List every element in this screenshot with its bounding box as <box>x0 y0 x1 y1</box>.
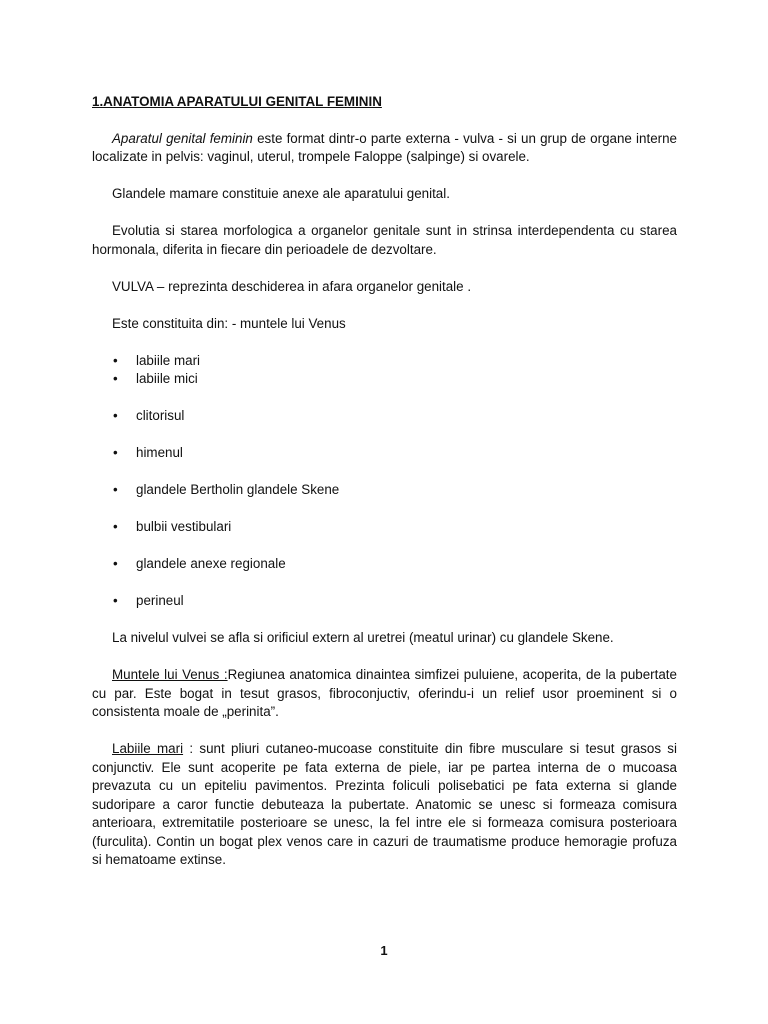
page-number: 1 <box>380 943 388 958</box>
paragraph-constituted: Este constituita din: - muntele lui Venus <box>112 315 346 331</box>
vulva-parts-list-wrap <box>92 352 677 611</box>
bullet-icon: • <box>113 445 118 460</box>
list-item-text: labiile mici <box>136 371 198 386</box>
list-item <box>92 481 677 500</box>
paragraph-urethra: La nivelul vulvei se afla si orificiul extern al uretrei (meatul urinar) cu glandele Skene. <box>112 630 614 645</box>
intro-italic-term: Aparatul genital feminin <box>112 130 253 146</box>
list-item <box>92 555 677 574</box>
list-item <box>92 592 677 611</box>
bullet-icon: • <box>113 556 118 571</box>
bullet-icon: • <box>113 408 118 423</box>
list-item <box>92 518 677 537</box>
bullet-icon: • <box>113 352 118 368</box>
bullet-icon: • <box>113 371 118 386</box>
vulva-parts-list <box>92 352 677 611</box>
list-item <box>92 370 677 389</box>
labia-majora-label: Labiile mari <box>112 741 184 756</box>
paragraph-mons-venus <box>92 666 677 722</box>
list-item-text: clitorisul <box>136 408 185 423</box>
bullet-icon: • <box>113 593 118 608</box>
list-item <box>92 444 677 463</box>
list-item <box>92 352 677 371</box>
list-item-text: himenul <box>136 445 183 460</box>
paragraph-vulva: VULVA – reprezinta deschiderea in afara organelor genitale . <box>112 278 472 294</box>
list-item <box>92 407 677 426</box>
paragraph-evolution: Evolutia si starea morfologica a organelor genitale sunt in strinsa interdependenta cu starea hormonala, diferita in fiecare din perioadele de dezvoltare. <box>92 223 677 257</box>
paragraph-labia-majora <box>92 740 677 870</box>
intro-text: este format dintr-o parte externa - vulva - si un grup de organe interne localizate in pelvis: vaginul, uterul, trompele Faloppe (salpinge) si ovarele. <box>92 130 678 164</box>
list-item-text: glandele anexe regionale <box>136 556 286 571</box>
paragraph-intro <box>92 130 677 167</box>
document-title: 1.ANATOMIA APARATULUI GENITAL FEMININ <box>92 94 382 109</box>
mons-venus-text: Regiunea anatomica dinaintea simfizei puluiene, acoperita, de la pubertate cu par. Este bogat in tesut grasos, fibroconjuctiv, oferindu-i un relief usor proeminent si o consistenta moale de „perinita”. <box>92 667 677 719</box>
list-item-text: perineul <box>136 593 184 608</box>
document-page <box>92 93 677 888</box>
labia-majora-text: : sunt pliuri cutaneo-mucoase constituite din fibre musculare si tesut grasos si conjunctiv. Ele sunt acoperite pe fata externa de piele, iar pe partea interna de o mucoasa prevazuta cu un epiteliu pavimentos. Prezinta foliculi polisebatici pe fata externa si glande sudoripare a caror functie debuteaza la pubertate. Anatomic se unesc si formeaza comisura anterioara, extremitatile posterioare se unesc, la fel intre ele si formeaza comisura posterioara (furculita). Contin un bogat plex venos care in cazuri de traumatisme produce hemoragie profuza si hematoame extinse. <box>92 741 677 867</box>
bullet-icon: • <box>113 519 118 534</box>
mons-venus-label: Muntele lui Venus : <box>112 667 228 682</box>
list-item-text: labiile mari <box>136 352 200 368</box>
list-item-text: bulbii vestibulari <box>136 519 232 534</box>
bullet-icon: • <box>113 482 118 497</box>
list-item-text: glandele Bertholin glandele Skene <box>136 482 340 497</box>
paragraph-mammary: Glandele mamare constituie anexe ale aparatului genital. <box>112 186 450 201</box>
